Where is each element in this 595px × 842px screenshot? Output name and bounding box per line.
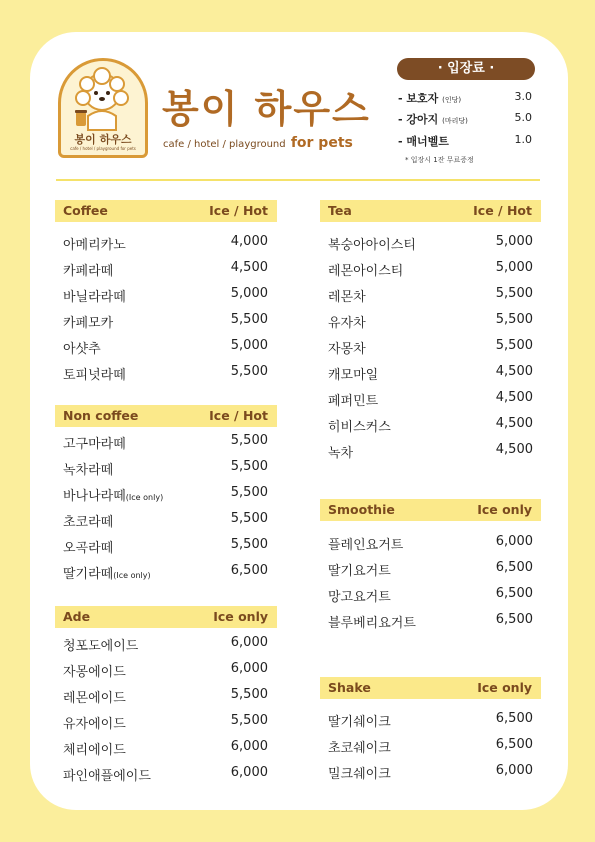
item-price: 5,500 [495, 312, 533, 327]
item-name: 딸기라떼 [63, 567, 114, 582]
menu-item [63, 234, 268, 254]
menu-item [328, 534, 533, 554]
item-name: 체리에이드 [63, 743, 126, 758]
item-name: 카페라떼 [63, 264, 114, 279]
item-name: 자몽차 [328, 342, 366, 357]
section-name: Tea [328, 203, 352, 218]
item-price: 6,000 [495, 763, 533, 778]
section-type: Ice / Hot [209, 203, 268, 218]
item-price: 4,000 [230, 234, 268, 249]
item-name: 딸기쉐이크 [328, 715, 391, 730]
item-name: 유자차 [328, 316, 366, 331]
item-price: 5,000 [230, 286, 268, 301]
menu-item [63, 485, 268, 505]
section-header-ade [55, 606, 277, 628]
item-name: 아메리카노 [63, 238, 126, 253]
section-name: Shake [328, 680, 371, 695]
item-name: 페퍼민트 [328, 394, 379, 409]
section-header-tea [320, 200, 541, 222]
item-name: 자몽에이드 [63, 665, 126, 680]
subtitle-text: cafe / hotel / playground [163, 139, 286, 150]
item-price: 4,500 [495, 364, 533, 379]
menu-item [328, 416, 533, 436]
entry-note: (마리당) [442, 117, 468, 125]
item-price: 5,500 [230, 459, 268, 474]
item-name: 바닐라라떼 [63, 290, 126, 305]
page-title: 봉이 하우스 [162, 87, 371, 131]
item-price: 6,500 [495, 711, 533, 726]
menu-item [328, 560, 533, 580]
section-name: Ade [63, 609, 91, 624]
menu-item [63, 511, 268, 531]
item-price: 6,500 [495, 612, 533, 627]
menu-item [328, 286, 533, 306]
menu-item [63, 286, 268, 306]
item-price: 5,500 [230, 713, 268, 728]
item-name: 레몬아이스티 [328, 264, 404, 279]
entry-row [398, 90, 532, 106]
item-name: 캐모마일 [328, 368, 379, 383]
item-price: 5,000 [495, 234, 533, 249]
section-name: Non coffee [63, 408, 139, 423]
section-name: Coffee [63, 203, 108, 218]
entry-fee-title: · 입장료 · [397, 58, 535, 80]
menu-item [63, 537, 268, 557]
menu-item [328, 390, 533, 410]
menu-item [63, 338, 268, 358]
item-price: 5,500 [230, 485, 268, 500]
menu-item [328, 763, 533, 783]
item-price: 5,500 [495, 338, 533, 353]
entry-footnote: * 입장시 1잔 무료증정 [405, 156, 474, 164]
item-name: 카페모카 [63, 316, 114, 331]
menu-item [328, 338, 533, 358]
item-name: 밀크쉐이크 [328, 767, 391, 782]
item-name: 초코라떼 [63, 515, 114, 530]
dog-logo-icon [70, 66, 134, 132]
logo-subtitle: cafe / hotel / playground for pets [70, 146, 136, 151]
logo-label: 봉이 하우스 [74, 133, 132, 146]
item-price: 6,000 [495, 534, 533, 549]
item-price: 4,500 [495, 416, 533, 431]
entry-price: 1.0 [514, 133, 532, 146]
menu-item [63, 687, 268, 707]
item-name: 바나나라떼 [63, 489, 126, 504]
menu-item [328, 711, 533, 731]
entry-label: - 강아지 [398, 113, 439, 126]
item-price: 6,000 [230, 635, 268, 650]
entry-row [398, 133, 532, 149]
menu-item [63, 312, 268, 332]
section-type: Ice only [477, 502, 532, 517]
item-price: 6,500 [495, 560, 533, 575]
item-name: 레몬에이드 [63, 691, 126, 706]
item-name: 초코쉐이크 [328, 741, 391, 756]
item-price: 4,500 [495, 442, 533, 457]
item-name: 딸기요거트 [328, 564, 391, 579]
menu-item [328, 234, 533, 254]
item-price: 5,500 [230, 312, 268, 327]
item-price: 5,000 [495, 260, 533, 275]
item-price: 6,000 [230, 661, 268, 676]
menu-item [63, 433, 268, 453]
item-price: 5,500 [230, 537, 268, 552]
menu-item [328, 312, 533, 332]
item-name: 유자에이드 [63, 717, 126, 732]
item-name: 아샷추 [63, 342, 101, 357]
menu-item [328, 612, 533, 632]
subtitle-emphasis: for pets [290, 135, 353, 151]
item-name: 파인애플에이드 [63, 769, 151, 784]
section-header-coffee [55, 200, 277, 222]
item-price: 5,500 [495, 286, 533, 301]
section-header-shake [320, 677, 541, 699]
item-name: 오곡라떼 [63, 541, 114, 556]
menu-item [328, 442, 533, 462]
menu-item [63, 765, 268, 785]
entry-row [398, 111, 532, 127]
menu-item [63, 364, 268, 384]
item-name: 복숭아아이스티 [328, 238, 416, 253]
section-header-noncoffee [55, 405, 277, 427]
item-price: 6,500 [495, 586, 533, 601]
menu-item [328, 364, 533, 384]
section-type: Ice only [213, 609, 268, 624]
item-name: 망고요거트 [328, 590, 391, 605]
header-divider [56, 179, 540, 181]
menu-item [63, 713, 268, 733]
menu-item [63, 739, 268, 759]
item-name: 히비스커스 [328, 420, 391, 435]
item-price: 6,500 [230, 563, 268, 578]
page-subtitle [163, 135, 353, 151]
item-price: 6,500 [495, 737, 533, 752]
entry-label: - 매너벨트 [398, 135, 449, 148]
item-price: 5,500 [230, 433, 268, 448]
menu-item [63, 459, 268, 479]
item-name: 토피넛라떼 [63, 368, 126, 383]
item-name: 플레인요거트 [328, 538, 404, 553]
entry-price: 3.0 [514, 90, 532, 103]
section-name: Smoothie [328, 502, 395, 517]
entry-note: (인당) [442, 96, 462, 104]
menu-item [63, 635, 268, 655]
item-price: 5,500 [230, 364, 268, 379]
entry-price: 5.0 [514, 111, 532, 124]
item-price: 4,500 [230, 260, 268, 275]
item-price: 6,000 [230, 765, 268, 780]
item-price: 5,000 [230, 338, 268, 353]
item-name: 청포도에이드 [63, 639, 139, 654]
menu-item [328, 737, 533, 757]
item-price: 5,500 [230, 687, 268, 702]
menu-item [63, 563, 268, 583]
menu-item [328, 586, 533, 606]
item-name: 레몬차 [328, 290, 366, 305]
section-type: Ice / Hot [473, 203, 532, 218]
item-price: 6,000 [230, 739, 268, 754]
item-price: 5,500 [230, 511, 268, 526]
item-name: 블루베리요거트 [328, 616, 416, 631]
entry-label: - 보호자 [398, 92, 439, 105]
item-name: 녹차라떼 [63, 463, 114, 478]
section-header-smoothie [320, 499, 541, 521]
item-note: (Ice only) [125, 493, 164, 502]
menu-item [63, 260, 268, 280]
section-type: Ice only [477, 680, 532, 695]
item-note: (Ice only) [113, 571, 151, 580]
item-name: 고구마라떼 [63, 437, 126, 452]
item-name: 녹차 [328, 446, 354, 461]
item-price: 4,500 [495, 390, 533, 405]
menu-item [328, 260, 533, 280]
menu-item [63, 661, 268, 681]
section-type: Ice / Hot [209, 408, 268, 423]
